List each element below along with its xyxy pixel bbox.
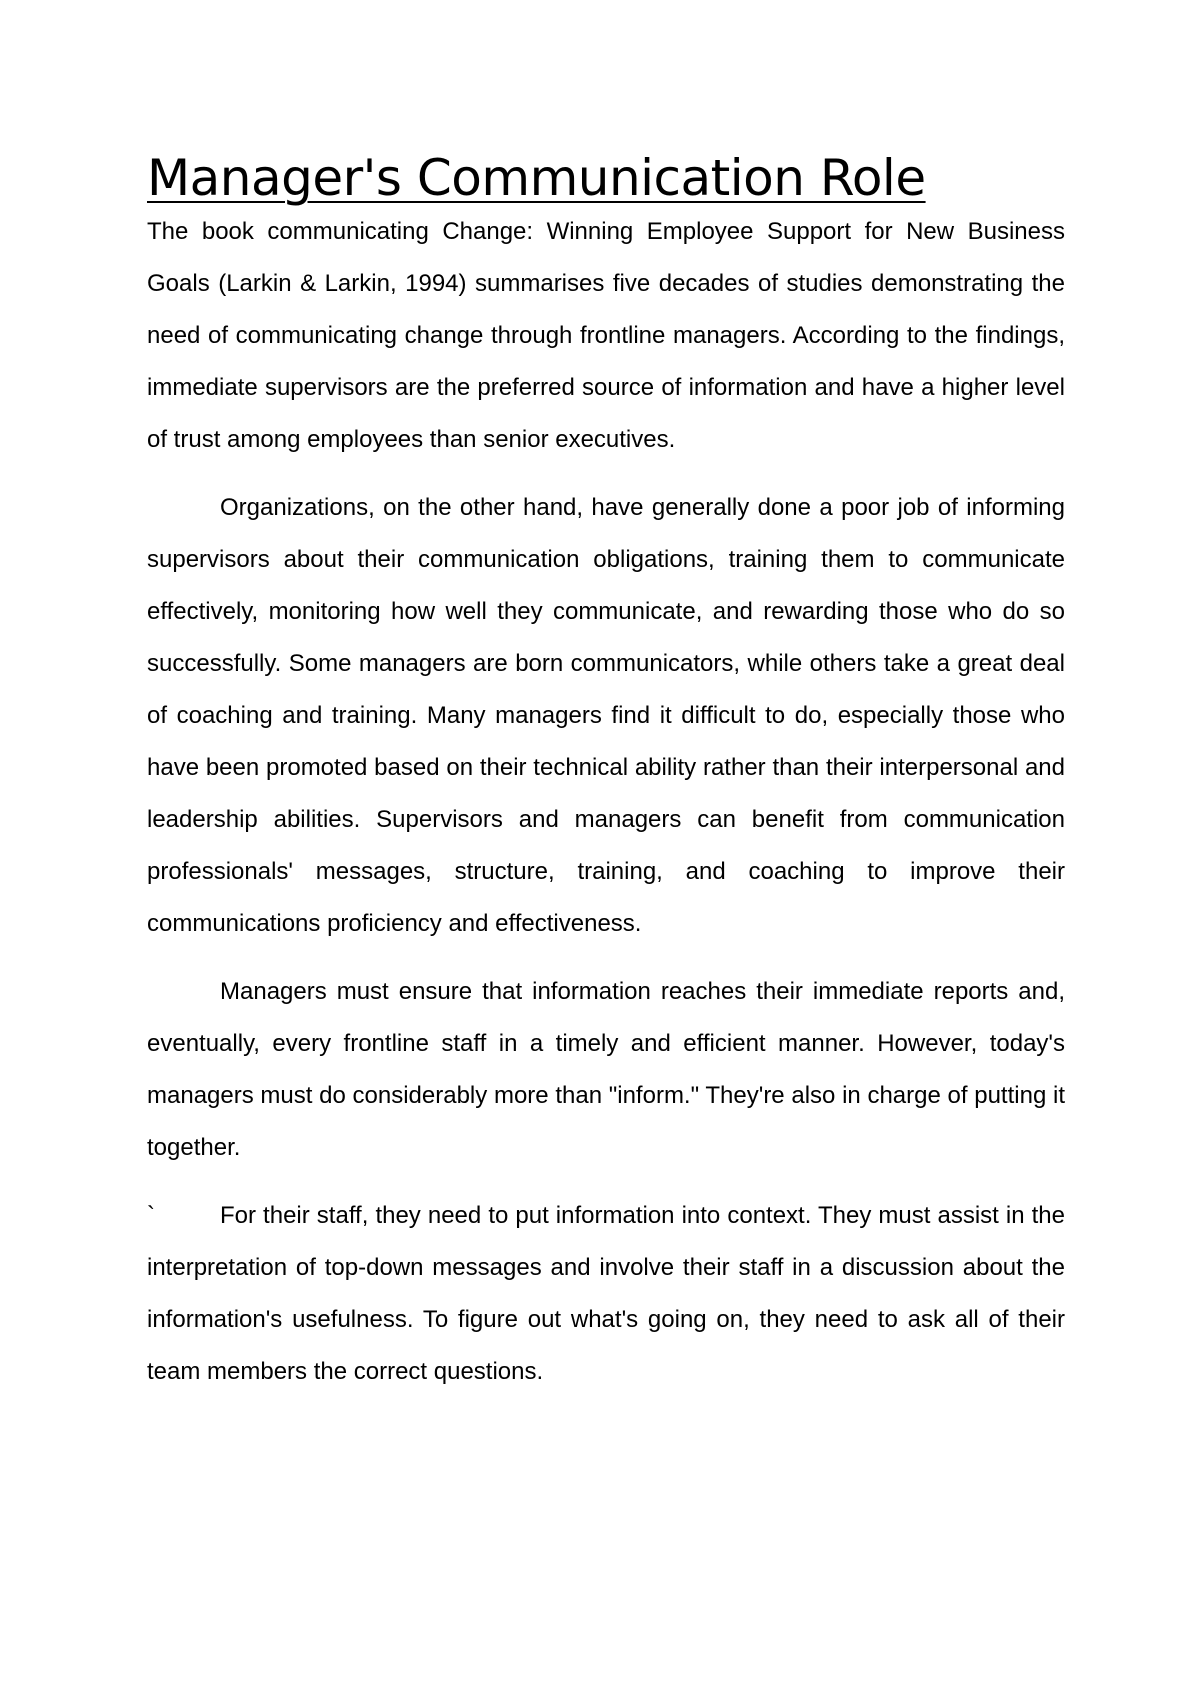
stray-backtick-mark: ` — [147, 1202, 155, 1229]
paragraph-1: The book communicating Change: Winning Employee Support for New Business Goals (Larkin & Larkin, 1994) summarises five decades of studies demonstrating the need of communicating change through frontline managers. According to the findings, immediate supervisors are the preferred source of information and have a higher level of trust among employees than senior executives. — [147, 218, 1065, 453]
paragraph-3: Managers must ensure that information reaches their immediate reports and, eventually, every frontline staff in a timely and efficient manner. However, today's managers must do considerably more than "inform." They're also in charge of putting it together. — [147, 978, 1065, 1161]
document-title: Manager's Communication Role — [147, 149, 926, 207]
paragraph-4-text: For their staff, they need to put information into context. They must assist in the interpretation of top-down messages and involve their staff in a discussion about the information's usefulness. To figure out what's going on, they need to ask all of their team members the correct questions. — [147, 1202, 1065, 1385]
paragraph-2: Organizations, on the other hand, have generally done a poor job of informing supervisors about their communication obligations, training them to communicate effectively, monitoring how well they communicate, and rewarding those who do so successfully. Some managers are born communicators, while others take a great deal of coaching and training. Many managers find it difficult to do, especially those who have been promoted based on their technical ability rather than their interpersonal and leadership abilities. Supervisors and managers can benefit from communication professionals' messages, structure, training, and coaching to improve their communications proficiency and effectiveness. — [147, 494, 1065, 937]
paragraph-4 — [147, 1190, 1065, 1398]
document-body — [147, 150, 1065, 1398]
